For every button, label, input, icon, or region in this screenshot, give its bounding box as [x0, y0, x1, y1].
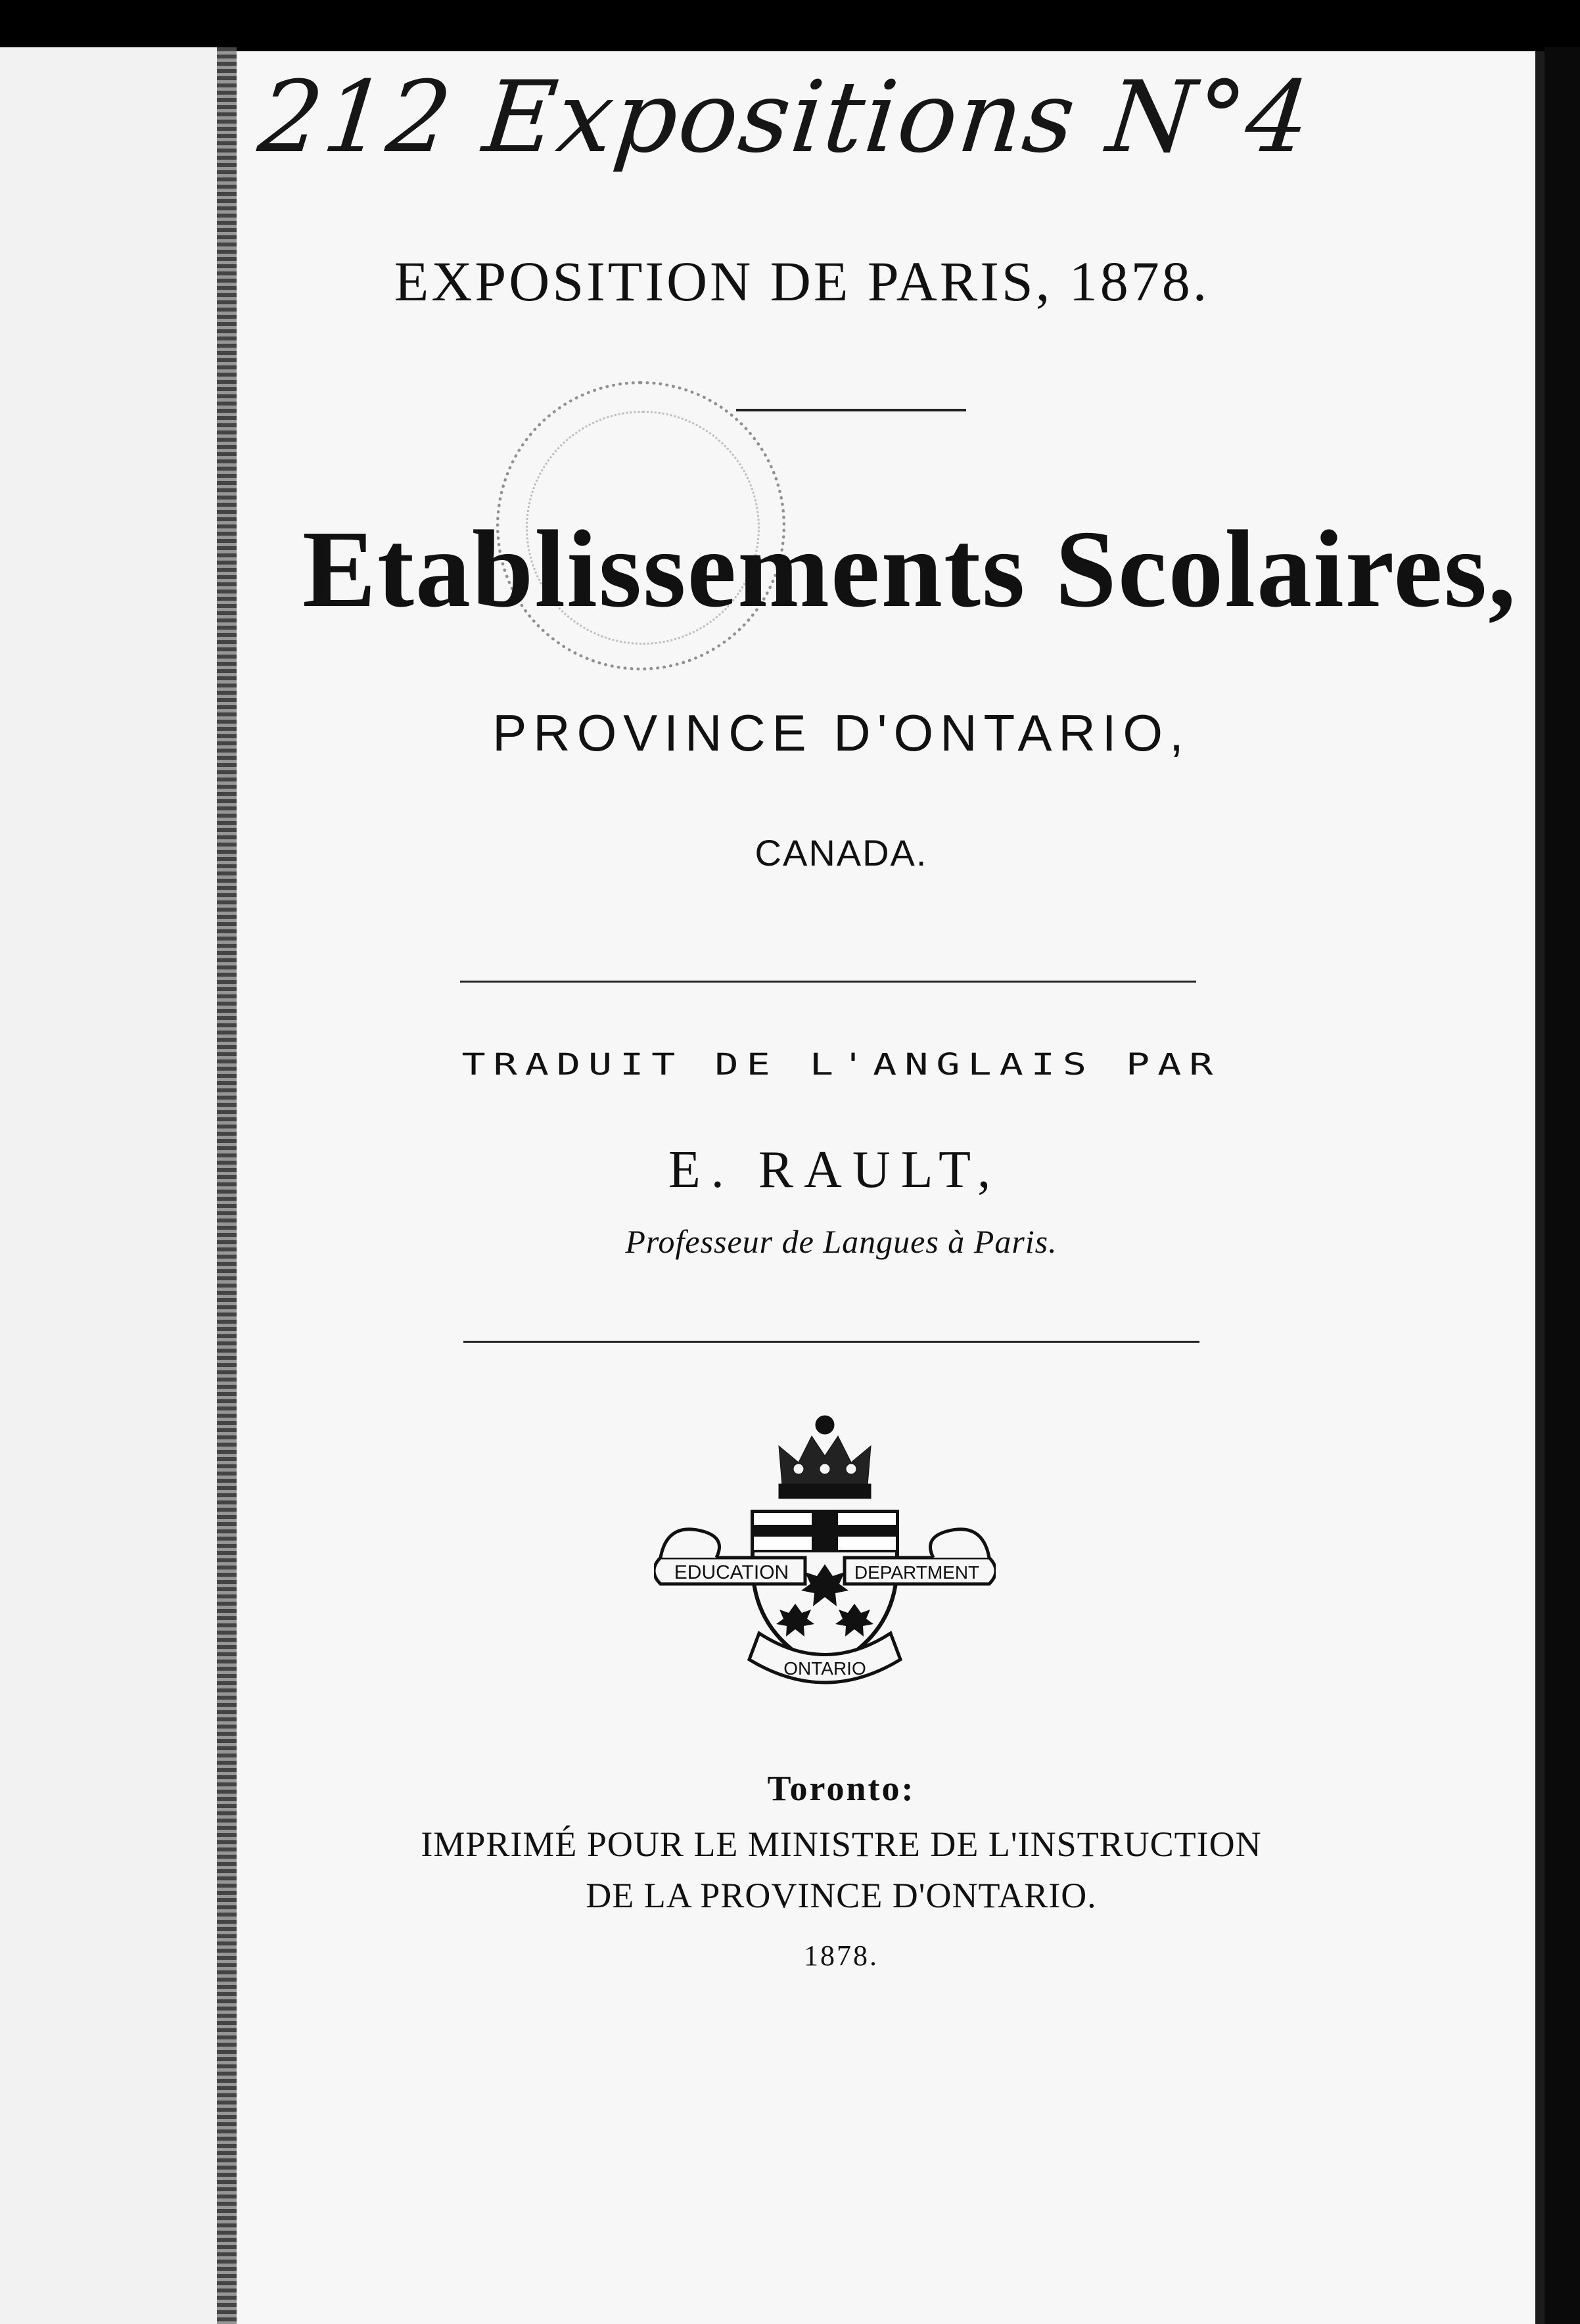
ribbon-text-ontario: ONTARIO	[783, 1658, 866, 1679]
education-department-emblem	[654, 1406, 996, 1696]
page-edge-right	[1535, 51, 1545, 2324]
binding-edge	[217, 47, 237, 2324]
divider-1	[460, 981, 1196, 983]
province-subtitle: PROVINCE D'ONTARIO,	[492, 704, 1190, 762]
imprint-city: Toronto:	[767, 1769, 916, 1808]
imprint-year: 1878.	[804, 1940, 879, 1972]
imprint-line-2: DE LA PROVINCE D'ONTARIO.	[586, 1876, 1097, 1915]
exposition-heading: EXPOSITION DE PARIS, 1878.	[394, 250, 1210, 313]
scan-border-right	[1545, 47, 1580, 2324]
handwritten-catalog-note: 212 Expositions N°4	[253, 60, 1317, 175]
translation-intro: TRADUIT DE L'ANGLAIS PAR	[461, 1047, 1221, 1082]
short-divider	[736, 409, 966, 411]
translator-role: Professeur de Langues à Paris.	[625, 1223, 1057, 1260]
ribbon-text-education: EDUCATION	[674, 1562, 789, 1583]
page-title: Etablissements Scolaires,	[302, 508, 1518, 630]
translator-name: E. RAULT,	[668, 1141, 1002, 1199]
ribbon-text-department: DEPARTMENT	[854, 1562, 980, 1583]
facing-page-strip	[0, 47, 217, 2324]
divider-2	[463, 1341, 1199, 1343]
country-subtitle: CANADA.	[755, 832, 928, 873]
imprint-line-1: IMPRIMÉ POUR LE MINISTRE DE L'INSTRUCTION	[421, 1824, 1262, 1864]
crown-icon	[779, 1416, 871, 1499]
